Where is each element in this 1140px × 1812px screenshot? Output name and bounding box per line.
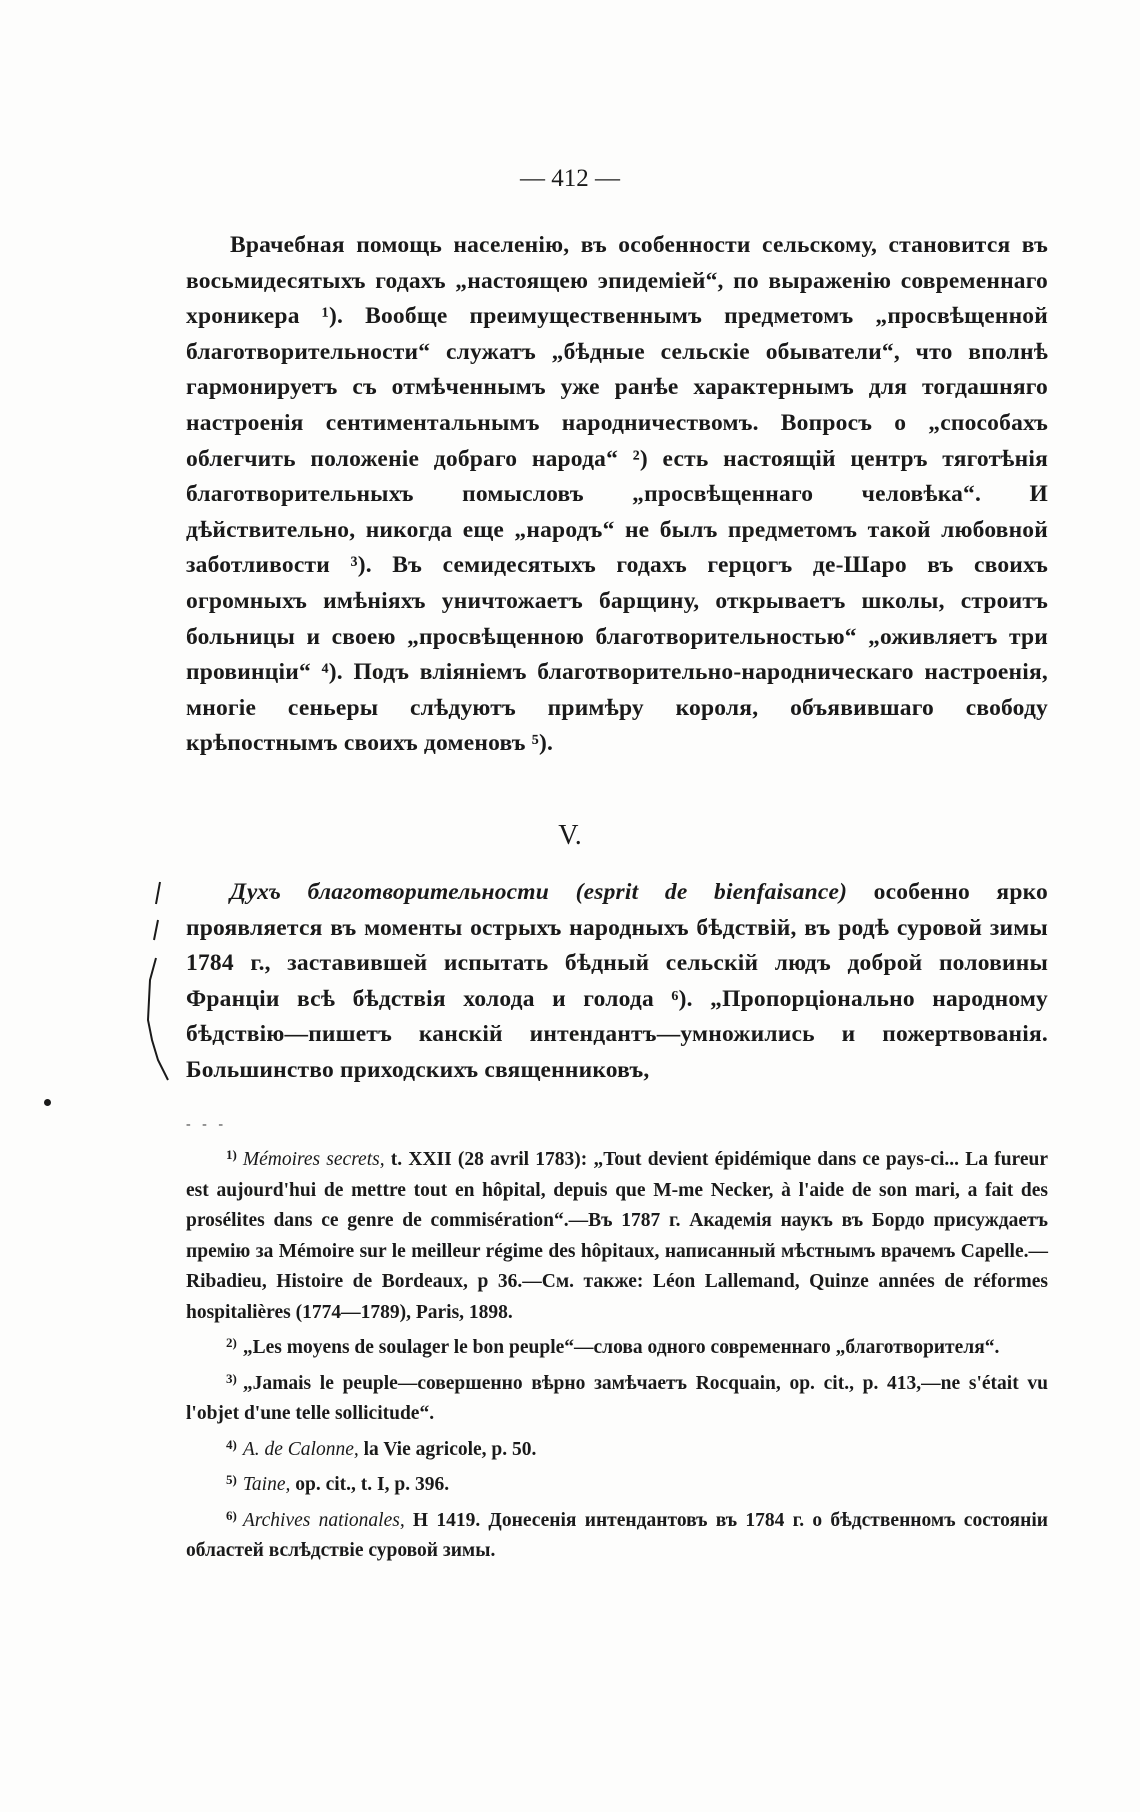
footnote-number: 5) <box>226 1472 237 1487</box>
paragraph-1: Врачебная помощь населенію, въ особенности сельскому, становится въ восьмидесятыхъ годахъ „настоящею эпидеміей“, по выраженію современнаго хроникера ¹). Вообще преимущественнымъ предметомъ „просвѣщенной благотворительности“ служатъ „бѣдные сельскіе обыватели“, что вполнѣ гармонируетъ съ отмѣченнымъ уже ранѣе характернымъ для тогдашняго настроенія сентиментальнымъ народничествомъ. Вопросъ о „способахъ облегчить положеніе добраго народа“ ²) есть настоящій центръ тяготѣнія благотворительныхъ помысловъ „просвѣщеннаго человѣка“. И дѣйствительно, никогда еще „народъ“ не былъ предметомъ такой любовной заботливости ³). Въ семидесятыхъ годахъ герцогъ де-Шаро въ своихъ огромныхъ имѣніяхъ уничтожаетъ барщину, открываетъ школы, строитъ больницы и своею „просвѣщенною благотворительностью“ „оживляетъ три провинціи“ ⁴). Подъ вліяніемъ благотворительно-народническаго настроенія, многіе сеньеры слѣдуютъ примѣру короля, объявившаго свободу крѣпостнымъ своихъ доменовъ ⁵). <box>186 232 1048 757</box>
footnote-number: 6) <box>226 1507 237 1523</box>
footnote-number: 3) <box>226 1370 237 1386</box>
footnote <box>186 1364 1048 1430</box>
footnote-source: A. de Calonne, <box>242 1438 359 1460</box>
margin-dot <box>44 1099 51 1106</box>
footnotes <box>186 1140 1048 1567</box>
footnote <box>186 1140 1048 1328</box>
footnote-text: „Les moyens de soulager le bon peuple“—слова одного современнаго „благотворителя“. <box>242 1337 1000 1358</box>
margin-bracket-mark <box>146 880 176 1085</box>
footnote-source: Archives nationales, <box>242 1509 405 1531</box>
footnote-separator: - - - <box>186 1117 227 1132</box>
footnote <box>186 1328 1048 1364</box>
paragraph-2-text: особенно ярко проявляется въ моменты острыхъ народныхъ бѣдствій, въ родѣ суровой зимы 1784 г., заставившей испытать бѣдный сельскій людъ доброй половины Франціи всѣ бѣдствія холода и голода ⁶). „Пропорціонально народному бѣдствію—пишетъ канскій интендантъ—умножились и пожертвованія. Большинство приходскихъ священниковъ, <box>186 879 1048 1083</box>
section-heading: V. <box>558 820 582 851</box>
paragraph-2-italic-title: Духъ благотворительности (esprit de bienfaisance) <box>230 879 848 905</box>
footnote-number: 1) <box>226 1147 237 1162</box>
footnote-source: Mémoires secrets, <box>242 1149 385 1170</box>
footnote <box>186 1430 1048 1466</box>
footnote <box>186 1465 1048 1501</box>
footnote-text: t. XXII (28 avril 1783): „Tout devient épidémique dans ce pays-ci... La fureur est aujourd'hui de mettre tout en hôpital, depuis que M-me Necker, à l'aide de son mari, a fait des prosélites dans ce genre de commisération“.—Въ 1787 г. Академія наукъ въ Бордо присуждаетъ премію за Mémoire sur le meilleur régime des hôpitaux, написанный мѣстнымъ врачемъ Capelle.—Ribadieu, Histoire de Bordeaux, p 36.—См. также: Léon Lallemand, Quinze années de réformes hospitalières (1774—1789), Paris, 1898. <box>186 1149 1049 1323</box>
footnote-source: Taine, <box>242 1474 291 1495</box>
footnote-number: 4) <box>226 1436 237 1452</box>
footnote-text: op. cit., t. I, p. 396. <box>290 1474 450 1495</box>
page-number: — 412 — <box>520 165 620 192</box>
footnote-text: H 1419. Донесенія интендантовъ въ 1784 г. о бѣдственномъ состояніи областей вслѣдствіе суровой зимы. <box>186 1509 1048 1561</box>
footnote-text: „Jamais le peuple—совершенно вѣрно замѣчаетъ Rocquain, op. cit., p. 413,—ne s'était vu l'objet d'une telle sollicitude“. <box>186 1372 1048 1424</box>
footnote-text: la Vie agricole, p. 50. <box>358 1438 537 1460</box>
footnote <box>186 1501 1048 1567</box>
footnote-number: 2) <box>226 1335 237 1350</box>
paragraph-2 <box>186 875 1048 1089</box>
